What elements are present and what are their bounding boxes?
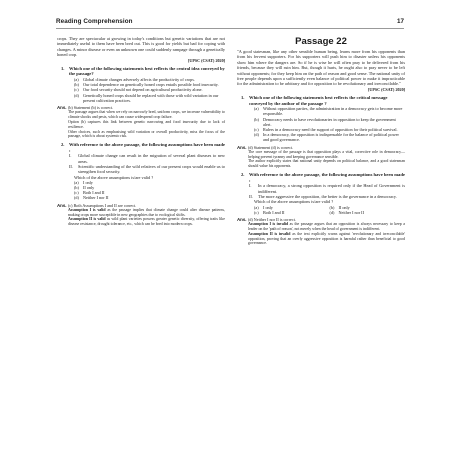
passage-text: crops. They are spectacular at growing in today's conditions but genetic variations that are not immediately useful to them have been bred out. This is good for yields but bad for coping with changes. A minor disease or even an unknown one could suddenly rampage through a genetically honed crop. [57,36,225,58]
explanation [57,110,225,139]
option-text: Genetically honed crops should be replaced with those with wild variation in our present cultivation practices. [83,92,219,103]
option-letter: (c) [74,190,79,196]
option-list [57,180,225,201]
explanation [237,150,405,169]
question-prompt: Which of the above assumptions is/are valid ? [74,174,154,180]
statement-text: In a democracy, a strong opposition is required only if the Head of Government is indifferent. [258,183,405,194]
option-letter: (a) [254,106,259,112]
question-text: Which one of the following statements best reflects the central idea conveyed by the passage? [69,65,225,77]
option [254,210,330,215]
question-number: 1. [241,95,245,101]
option-text: I only [263,204,273,210]
left-column [57,36,225,227]
answer-label: Ans. [57,105,67,111]
option-text: Global climate changes adversely affects the productivity of crops. [83,77,195,83]
explanation-para [68,217,225,227]
statement [69,164,225,175]
question-text: With reference to the above passage, the following assumptions have been made : [249,172,405,183]
explanation-rest: as the passage argues that an opposition is always necessary to keep a leader on the 'path of reason', not merely when the head of government is indifferent. [248,222,406,231]
explanation [237,222,405,246]
answer [237,217,405,222]
explanation-para [248,222,405,232]
explanation-para: The author explicitly states that national unity depends on political balance, and a good statesman should value his opponents. [248,159,405,169]
answer [57,203,225,208]
option-letter: (b) [329,204,335,210]
answer-text: (b) Statement (b) is correct. [68,105,114,111]
statement-list [57,153,225,174]
option-text: Democracy needs to have revolutionaries in opposition to keep the government alert. [263,116,396,127]
statement-text: Global climate change can result in the migration of several plant diseases to new areas. [78,153,225,164]
explanation [57,208,225,227]
option-letter: (d) [74,92,79,98]
option-letter: (a) [254,204,259,210]
statement-number: II. [69,163,73,169]
question-number: 2. [241,172,245,178]
question [237,172,405,183]
option-text: Rulers in a democracy need the support of opposition for their political survival. [263,127,398,133]
option [330,210,406,215]
option [254,117,405,127]
statement [69,153,225,164]
option-letter: (a) [74,77,79,83]
option-letter: (c) [254,209,259,215]
explanation-para: The passage argues that when we rely on narrowly bred, uniform crops, we increase vulnerability to climate shocks and pests, which can cause widespread crop failure. [68,110,225,119]
source-citation: [UPSC (CSAT) 2020] [188,57,225,63]
passage-title: Passage 22 [295,36,347,47]
option-text: Neither I nor II [83,195,109,201]
option-letter: (c) [74,87,79,93]
answer-label: Ans. [237,216,247,222]
explanation-bold: Assumption I is invalid [248,222,289,226]
statement [249,194,405,199]
right-column [237,36,405,246]
explanation-bold: Assumption II is valid [68,217,106,222]
option-text: I only [83,179,93,185]
option-text: Both I and II [263,209,285,215]
explanation-para [248,232,405,247]
option-letter: (b) [74,185,79,191]
explanation-bold: Assumption I is valid [68,207,106,212]
answer-text: (d) Statement (d) is correct. [248,144,294,150]
source-citation: [UPSC (CSAT) 2020] [368,86,405,92]
option-text: II only [338,204,350,210]
option-text: Without opposition parties, the administration in a democracy gets to become more responsible. [263,106,403,117]
option-letter: (b) [74,82,79,88]
statement-number: II. [249,193,253,199]
question-text: With reference to the above passage, the following assumptions have been made : [69,142,225,153]
section-title: Reading Comprehension [56,18,133,25]
explanation-rest: as wild plant varieties possess greater genetic diversity, offering traits like disease resistance, drought tolerance, etc., which can be bred into modern crops. [68,217,225,227]
running-header [56,18,404,29]
option-letter: (a) [74,179,79,185]
option-grid [237,205,405,215]
option-text: Both I and II [83,190,105,196]
answer-text: (d) Neither I nor II is correct. [248,216,296,222]
question-number: 2. [61,142,65,148]
statement-text: Scientific understanding of the wild relatives of our present crops would enable us to strengthen food security. [78,163,225,175]
option [254,106,405,116]
question [57,66,225,77]
question-prompt: Which of the above assumptions is/are valid ? [254,199,334,205]
option-letter: (d) [254,132,259,138]
option-text: Neither I nor II [338,209,364,215]
option-text: In a democracy, the opposition is indispensable for the balance of political power and good governance. [263,132,399,143]
option-letter: (b) [254,116,259,122]
answer [237,145,405,150]
explanation-rest: as the text explicitly warns against 'revolutionary and irreconcilable' opposition, proving that an overly aggressive opposition is harmful rather than beneficial to good governance. [248,231,405,246]
answer [57,105,225,110]
option-letter: (c) [254,127,259,133]
explanation-rest: as the passage implies that climate change could alter disease patterns, making crops more susceptible in new geographies due to ecological shifts. [68,207,225,217]
answer-text: (c) Both Assumptions I and II are correct. [68,202,137,208]
option-list [237,106,405,142]
explanation-para: The core message of the passage is that opposition plays a vital, corrective role in democracy—helping prevent tyranny and keeping governance sensible. [248,149,405,159]
explanation-para: Other choices, such as emphasising wild variation or overall productivity, miss the focus of the passage, which is about systemic risk. [68,129,225,139]
statement-number: I. [249,183,252,189]
option [74,195,225,200]
answer-label: Ans. [57,202,67,208]
statement-list [237,183,405,199]
option-letter: (d) [74,195,79,201]
statement [249,183,405,194]
option-letter: (d) [329,209,335,215]
explanation-para: Option (b) captures this link between genetic narrowing and food insecurity due to lack of resilience. [68,119,225,129]
statement-text: The more aggressive the opposition, the better is the governance in a democracy. [258,193,397,199]
answer-label: Ans. [237,144,247,150]
question-text: Which one of the following statements best reflects the critical message conveyed by the author of the passage ? [249,95,388,106]
statement-number: I. [69,153,72,159]
option [74,93,225,103]
question [237,95,405,106]
question [57,142,225,153]
passage-text: "A good statesman, like any other sensible human being, learns more from his opponents than from his fervent supporters. For his supporters will push him to disaster unless his opponents show him where the dangers are. So if he is wise he will often pray to be delivered from his friends, because they will ruin him. But, though it hurts, he ought also to pray never to be left without opponents; for they keep him on the path of reason and good sense. The national unity of free people depends upon a sufficiently even balance of political power to make it impracticable for the administration to be arbitrary and for opposition to be revolutionary and irreconcilable." [237,49,405,87]
option-list [57,77,225,103]
option-text: II only [83,185,95,191]
explanation-bold: Assumption II is invalid [248,231,291,236]
option-text: Our food security should not depend on agricultural productivity alone. [83,87,203,93]
explanation-para [68,208,225,218]
question-number: 1. [61,65,65,71]
option-text: Our total dependence on genetically honed crops entails possible food insecurity. [83,82,219,88]
page-number: 17 [396,18,404,25]
option [254,132,405,142]
